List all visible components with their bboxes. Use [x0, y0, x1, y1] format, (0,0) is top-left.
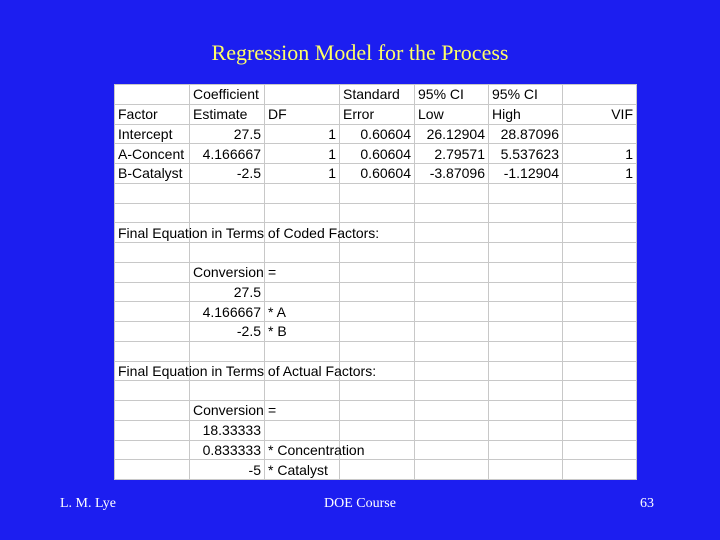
sheet-cell: =: [265, 262, 340, 282]
sheet-cell: [415, 223, 489, 243]
sheet-row: [115, 401, 637, 421]
sheet-cell: [489, 183, 563, 203]
sheet-cell: -5: [190, 460, 265, 480]
sheet-cell: [415, 420, 489, 440]
sheet-cell: 4.166667: [190, 302, 265, 322]
sheet-cell: DF: [265, 104, 340, 124]
sheet-row: [115, 381, 637, 401]
sheet-cell: [115, 322, 190, 342]
sheet-cell: [340, 262, 415, 282]
sheet-cell: [563, 341, 637, 361]
sheet-cell: [115, 302, 190, 322]
sheet-cell: [115, 401, 190, 421]
sheet-cell: 28.87096: [489, 124, 563, 144]
sheet-cell: [115, 262, 190, 282]
sheet-row: [115, 302, 637, 322]
sheet-cell: 0.60604: [340, 144, 415, 164]
sheet-cell: [115, 460, 190, 480]
sheet-cell: Intercept: [115, 124, 190, 144]
sheet-cell: [415, 361, 489, 381]
sheet-cell: [415, 302, 489, 322]
sheet-cell: [115, 243, 190, 263]
sheet-cell: [489, 440, 563, 460]
footer-author: L. M. Lye: [60, 496, 116, 511]
sheet-row: [115, 341, 637, 361]
sheet-cell: [489, 401, 563, 421]
sheet-cell: [489, 282, 563, 302]
footer-course: DOE Course: [324, 496, 396, 511]
sheet-cell: [563, 223, 637, 243]
sheet-row: [115, 164, 637, 184]
sheet-cell: 4.166667: [190, 144, 265, 164]
sheet-cell: 1: [563, 164, 637, 184]
sheet-row: [115, 223, 637, 243]
sheet-row: [115, 85, 637, 105]
sheet-cell: [115, 203, 190, 223]
sheet-cell: 1: [265, 164, 340, 184]
slide-title: Regression Model for the Process: [211, 40, 509, 65]
sheet-row: [115, 282, 637, 302]
sheet-cell: [563, 322, 637, 342]
sheet-cell: 26.12904: [415, 124, 489, 144]
sheet-cell: [489, 203, 563, 223]
sheet-cell: [563, 440, 637, 460]
sheet-cell: [340, 401, 415, 421]
sheet-cell: [489, 460, 563, 480]
sheet-cell: -2.5: [190, 322, 265, 342]
sheet-cell: [340, 302, 415, 322]
sheet-cell: [489, 302, 563, 322]
sheet-cell: [563, 243, 637, 263]
footer-page-number: 63: [640, 496, 654, 511]
sheet-cell: [115, 85, 190, 105]
sheet-cell: [415, 322, 489, 342]
sheet-cell: [340, 282, 415, 302]
sheet-cell: [489, 223, 563, 243]
sheet-cell: [265, 243, 340, 263]
sheet-cell: [415, 282, 489, 302]
sheet-cell: Factor: [115, 104, 190, 124]
sheet-cell: [415, 440, 489, 460]
sheet-cell: Standard: [340, 85, 415, 105]
sheet-row: [115, 183, 637, 203]
sheet-cell: [563, 203, 637, 223]
sheet-cell: Final Equation in Terms of Coded Factors:: [115, 223, 190, 243]
sheet-cell: [415, 243, 489, 263]
sheet-cell: 95% CI: [489, 85, 563, 105]
sheet-cell: 0.60604: [340, 164, 415, 184]
sheet-cell: [563, 262, 637, 282]
sheet-cell: [115, 440, 190, 460]
sheet-cell: [265, 85, 340, 105]
sheet-cell: [340, 341, 415, 361]
sheet-cell: [340, 203, 415, 223]
sheet-row: [115, 243, 637, 263]
sheet-cell: [115, 341, 190, 361]
sheet-cell: [265, 420, 340, 440]
sheet-cell: =: [265, 401, 340, 421]
sheet-cell: [563, 361, 637, 381]
sheet-cell: [265, 183, 340, 203]
sheet-cell: [563, 401, 637, 421]
sheet-cell: [415, 183, 489, 203]
sheet-cell: [563, 124, 637, 144]
sheet-row: [115, 322, 637, 342]
sheet-cell: [563, 420, 637, 440]
sheet-cell: [563, 85, 637, 105]
sheet-cell: 27.5: [190, 282, 265, 302]
sheet-cell: [340, 243, 415, 263]
sheet-cell: 1: [265, 144, 340, 164]
sheet-row: [115, 420, 637, 440]
sheet-cell: [415, 203, 489, 223]
sheet-cell: 0.60604: [340, 124, 415, 144]
sheet-cell: * Concentration: [265, 440, 340, 460]
sheet-cell: [340, 420, 415, 440]
sheet-cell: [563, 381, 637, 401]
sheet-cell: Low: [415, 104, 489, 124]
sheet-cell: 18.33333: [190, 420, 265, 440]
sheet-cell: Conversion: [190, 262, 265, 282]
sheet-cell: [563, 460, 637, 480]
sheet-row: [115, 203, 637, 223]
sheet-cell: [190, 203, 265, 223]
sheet-cell: 95% CI: [415, 85, 489, 105]
sheet-cell: [190, 183, 265, 203]
sheet-row: [115, 124, 637, 144]
sheet-cell: [489, 381, 563, 401]
sheet-cell: [563, 302, 637, 322]
sheet-row: [115, 361, 637, 381]
sheet-cell: Coefficient: [190, 85, 265, 105]
sheet-cell: 5.537623: [489, 144, 563, 164]
sheet-cell: [340, 460, 415, 480]
sheet-cell: * B: [265, 322, 340, 342]
sheet-row: [115, 104, 637, 124]
sheet-cell: [415, 401, 489, 421]
sheet-cell: 0.833333: [190, 440, 265, 460]
sheet-cell: [563, 282, 637, 302]
sheet-cell: * A: [265, 302, 340, 322]
sheet-cell: [340, 381, 415, 401]
sheet-cell: [415, 460, 489, 480]
sheet-cell: [415, 381, 489, 401]
sheet-row: [115, 440, 637, 460]
sheet-cell: -1.12904: [489, 164, 563, 184]
sheet-cell: [115, 282, 190, 302]
sheet-cell: [489, 361, 563, 381]
sheet-cell: 1: [563, 144, 637, 164]
sheet-row: [115, 144, 637, 164]
sheet-cell: Conversion: [190, 401, 265, 421]
sheet-cell: Error: [340, 104, 415, 124]
sheet-cell: 27.5: [190, 124, 265, 144]
sheet-cell: [115, 420, 190, 440]
sheet-cell: -3.87096: [415, 164, 489, 184]
sheet-cell: [563, 183, 637, 203]
sheet-cell: [115, 183, 190, 203]
sheet-cell: [265, 381, 340, 401]
sheet-cell: [190, 381, 265, 401]
sheet-cell: Final Equation in Terms of Actual Factors:: [115, 361, 190, 381]
sheet-cell: B-Catalyst: [115, 164, 190, 184]
sheet-cell: [340, 322, 415, 342]
sheet-cell: [489, 322, 563, 342]
sheet-cell: [190, 243, 265, 263]
sheet-row: [115, 262, 637, 282]
sheet-cell: Estimate: [190, 104, 265, 124]
sheet-cell: [265, 282, 340, 302]
sheet-row: [115, 460, 637, 480]
sheet-cell: [265, 203, 340, 223]
sheet-cell: [489, 420, 563, 440]
sheet-cell: * Catalyst: [265, 460, 340, 480]
sheet-cell: 1: [265, 124, 340, 144]
sheet-cell: [489, 262, 563, 282]
sheet-cell: [115, 381, 190, 401]
sheet-cell: 2.79571: [415, 144, 489, 164]
regression-spreadsheet: [114, 84, 637, 480]
sheet-cell: VIF: [563, 104, 637, 124]
sheet-cell: [489, 341, 563, 361]
sheet-cell: High: [489, 104, 563, 124]
sheet-cell: A-Concent: [115, 144, 190, 164]
sheet-cell: [489, 243, 563, 263]
sheet-cell: [415, 262, 489, 282]
sheet-cell: -2.5: [190, 164, 265, 184]
sheet-cell: [190, 341, 265, 361]
sheet-cell: [415, 341, 489, 361]
sheet-cell: [340, 183, 415, 203]
sheet-cell: [265, 341, 340, 361]
